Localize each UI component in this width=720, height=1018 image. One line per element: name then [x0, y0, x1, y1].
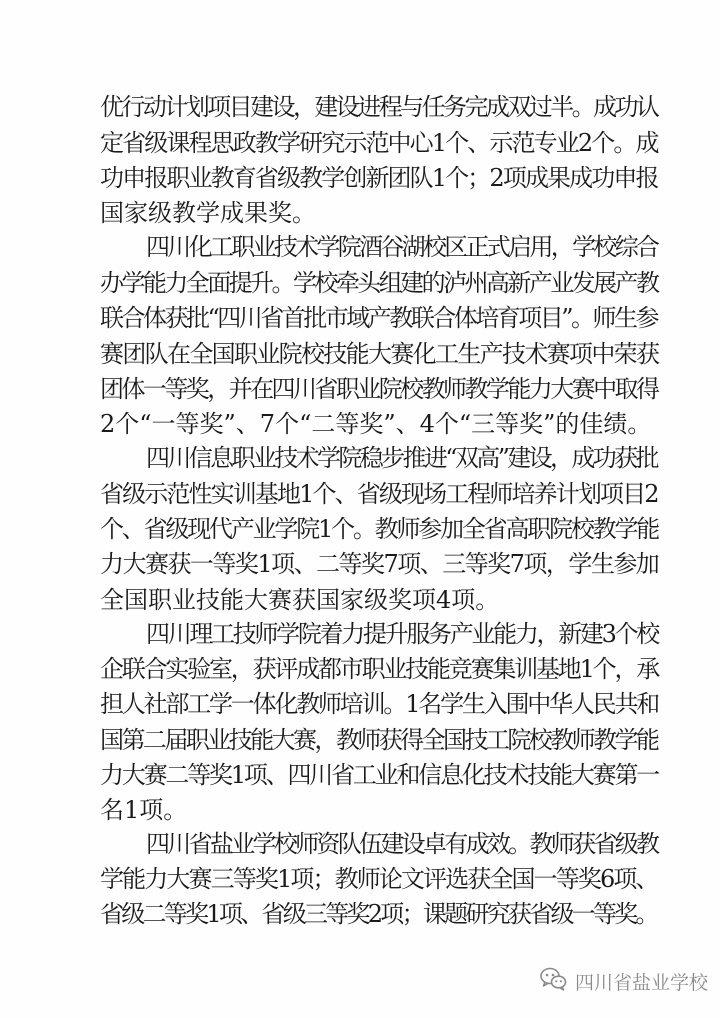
text-line: 2个“一等奖”、7个“二等奖”、4个“三等奖”的佳绩。: [100, 410, 652, 438]
watermark-text: 四川省盐业学校: [574, 971, 708, 994]
text-line: 功申报职业教育省级教学创新团队1个；2项成果成功申报: [100, 164, 658, 192]
text-line: 全国职业技能大赛获国家级奖项4项。: [100, 586, 500, 614]
text-line: 优行动计划项目建设，建设进程与任务完成双过半。成功认: [100, 93, 658, 121]
text-line: 四川省盐业学校师资队伍建设卓有成效。教师获省级教: [146, 830, 658, 858]
watermark: [539, 966, 708, 996]
text-line: 力大赛获一等奖1项、二等奖7项、三等奖7项，学生参加: [100, 550, 659, 578]
text-line: 赛团队在全国职业院校技能大赛化工生产技术赛项中荣获: [100, 340, 659, 368]
text-line: 名1项。: [100, 796, 188, 824]
text-line: 团体一等奖，并在四川省职业院校教师教学能力大赛中取得: [100, 375, 658, 403]
text-line: 担人社部工学一体化教师培训。1名学生入围中华人民共和: [100, 690, 659, 718]
text-line: 力大赛二等奖1项、四川省工业和信息化技术技能大赛第一: [100, 761, 659, 789]
text-line: 办学能力全面提升。学校牵头组建的泸州高新产业发展产教: [100, 269, 658, 297]
text-line: 国家级教学成果奖。: [100, 199, 316, 227]
text-line: 个、省级现代产业学院1个。教师参加全省高职院校教学能: [100, 515, 659, 543]
text-line: 四川理工技师学院着力提升服务产业能力，新建3个校: [146, 620, 658, 648]
text-line: 定省级课程思政教学研究示范中心1个、示范专业2个。成: [100, 129, 658, 157]
text-line: 企联合实验室，获评成都市职业技能竞赛集训基地1个，承: [100, 655, 659, 683]
text-line: 国第二届职业技能大赛，教师获得全国技工院校教师教学能: [100, 726, 658, 754]
text-line: 省级示范性实训基地1个、省级现场工程师培养计划项目2: [100, 480, 658, 508]
text-line: 省级二等奖1项、省级三等奖2项；课题研究获省级一等奖。: [100, 900, 657, 928]
text-line: 联合体获批“四川省首批市域产教联合体培育项目”。师生参: [100, 304, 658, 332]
wechat-icon: [539, 966, 567, 997]
text-line: 四川信息职业技术学院稳步推进“双高”建设，成功获批: [146, 444, 657, 472]
text-line: 学能力大赛三等奖1项；教师论文评选获全国一等奖6项、: [100, 865, 658, 893]
text-line: 四川化工职业技术学院酒谷湖校区正式启用，学校综合: [146, 233, 658, 261]
